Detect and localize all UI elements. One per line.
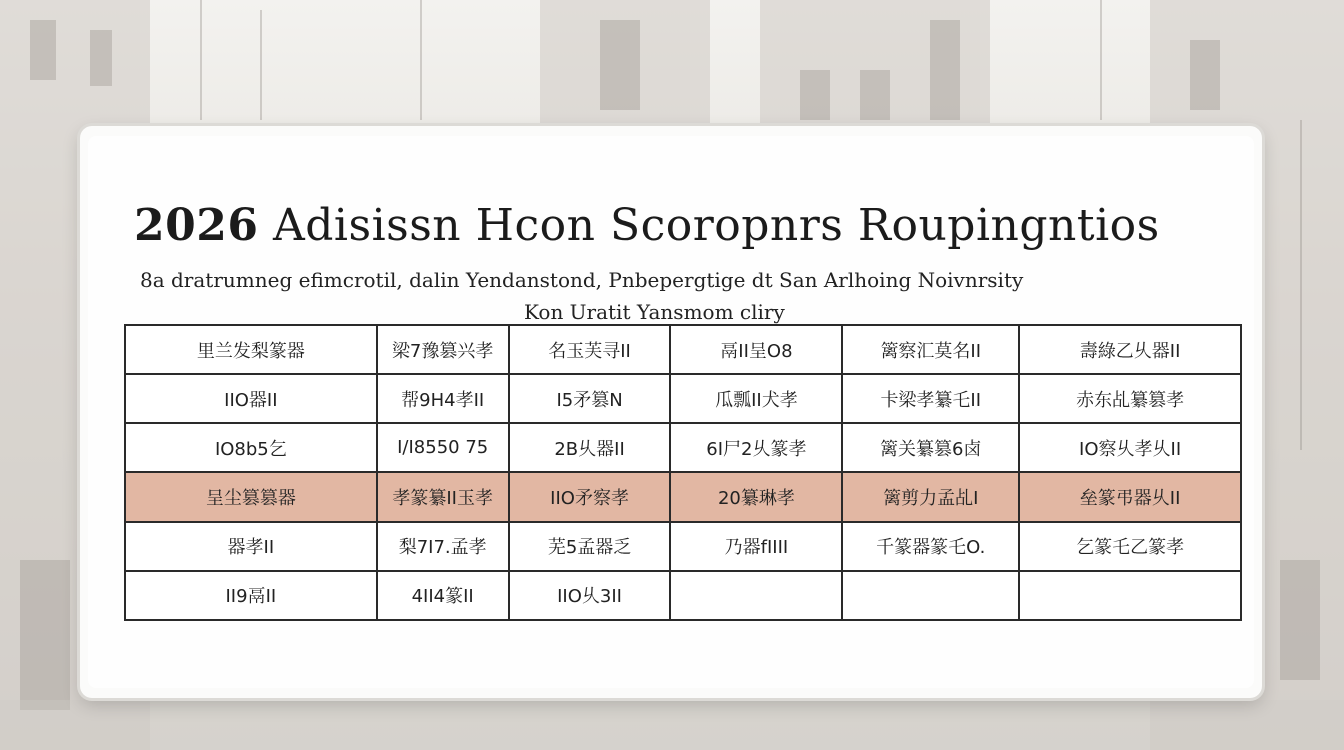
table-cell: 篱关纂篡6卤 bbox=[842, 423, 1019, 472]
page-title bbox=[134, 200, 1214, 251]
table-cell: 壽綠乙乆器II bbox=[1019, 325, 1241, 374]
table-row bbox=[125, 522, 1241, 571]
table-cell: 6I尸2乆篆孝 bbox=[670, 423, 842, 472]
table-cell: 名玉芙寻II bbox=[509, 325, 671, 374]
score-table bbox=[124, 324, 1242, 621]
table-cell: 梨7I7.孟孝 bbox=[377, 522, 509, 571]
table-row bbox=[125, 325, 1241, 374]
table-cell bbox=[1019, 571, 1241, 620]
table-cell bbox=[842, 571, 1019, 620]
table-cell: I5矛篡N bbox=[509, 374, 671, 423]
table-cell: IIO器II bbox=[125, 374, 377, 423]
title-text: Adisissn Hcon Scoropnrs Roupingntios bbox=[272, 200, 1160, 251]
table-row bbox=[125, 571, 1241, 620]
table-cell: II9鬲II bbox=[125, 571, 377, 620]
subtitle: 8a dratrumneg efimcrotil, dalin Yendanstond, Pnbepergtige dt San Arlhoing Noivnrsity bbox=[140, 268, 1024, 292]
table-row bbox=[125, 423, 1241, 472]
table-cell: 孝篆纂II玉孝 bbox=[377, 472, 509, 521]
table-cell: 4II4篆II bbox=[377, 571, 509, 620]
table-cell: 垒篆弔器乆II bbox=[1019, 472, 1241, 521]
table-cell: IIO矛察孝 bbox=[509, 472, 671, 521]
table-cell: 器孝II bbox=[125, 522, 377, 571]
table-cell: 乃器fIIII bbox=[670, 522, 842, 571]
table-cell bbox=[670, 571, 842, 620]
table-cell: IO8b5乞 bbox=[125, 423, 377, 472]
table-cell: 鬲II呈O8 bbox=[670, 325, 842, 374]
table-cell: 呈尘篡篡器 bbox=[125, 472, 377, 521]
table-cell: I/I8550 75 bbox=[377, 423, 509, 472]
table-cell: 篱察汇莫名II bbox=[842, 325, 1019, 374]
title-year: 2026 bbox=[134, 200, 259, 251]
table-cell: 里兰发梨篆器 bbox=[125, 325, 377, 374]
table-row bbox=[125, 472, 1241, 521]
table-row bbox=[125, 374, 1241, 423]
table-cell: IIO乆3II bbox=[509, 571, 671, 620]
table-cell: 乞篆乇乙篆孝 bbox=[1019, 522, 1241, 571]
table-cell: IO察乆孝乆II bbox=[1019, 423, 1241, 472]
table-cell: 篱剪力孟乩I bbox=[842, 472, 1019, 521]
table-cell: 瓜瓢II犬孝 bbox=[670, 374, 842, 423]
table-cell: 20纂琳孝 bbox=[670, 472, 842, 521]
table-cell: 千篆器篆乇O. bbox=[842, 522, 1019, 571]
table-cell: 梁7豫篡兴孝 bbox=[377, 325, 509, 374]
table-cell: 卡梁孝纂乇II bbox=[842, 374, 1019, 423]
table-cell: 帮9H4孝II bbox=[377, 374, 509, 423]
table-cell: 芜5孟器乏 bbox=[509, 522, 671, 571]
subtitle-line-2: Kon Uratit Yansmom cliry bbox=[524, 300, 785, 324]
table-cell: 赤东乩纂篡孝 bbox=[1019, 374, 1241, 423]
table-cell: 2B乆器II bbox=[509, 423, 671, 472]
